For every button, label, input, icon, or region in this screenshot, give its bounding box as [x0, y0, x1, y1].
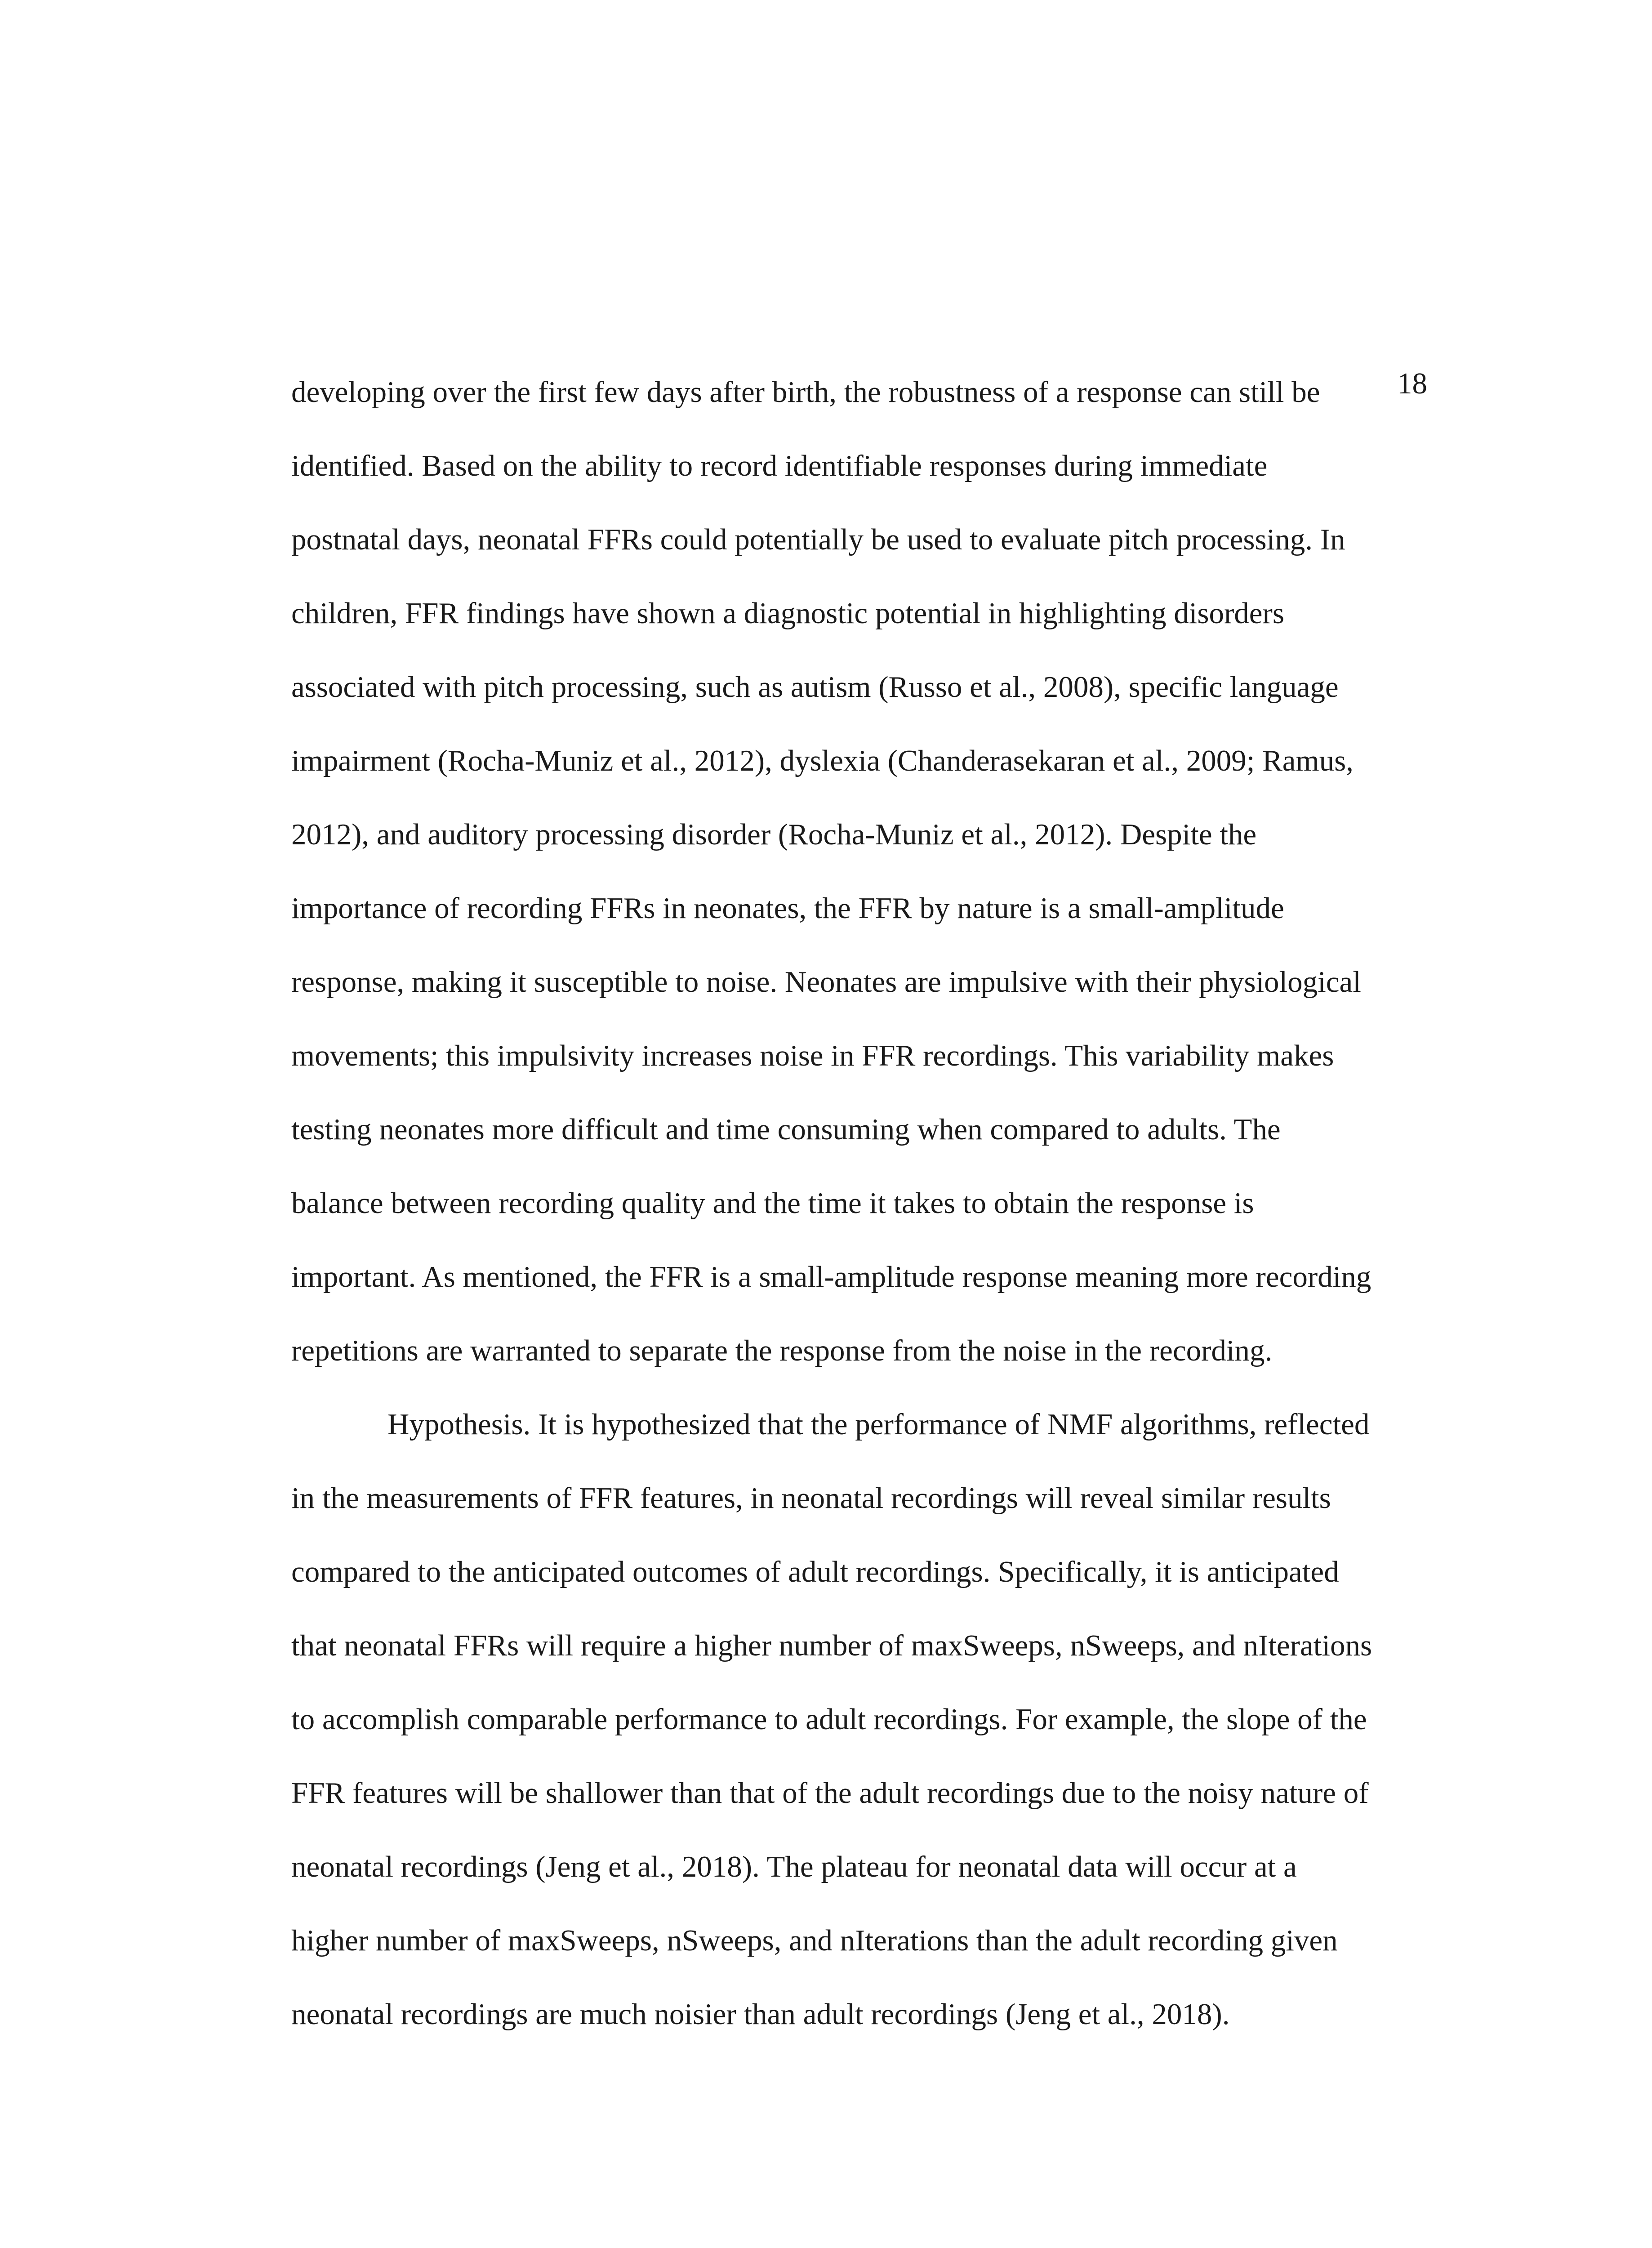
text-line: that neonatal FFRs will require a higher number of maxSweeps, nSweeps, and nIterations — [291, 1629, 1372, 1662]
text-line: higher number of maxSweeps, nSweeps, and nIterations than the adult recording given — [291, 1924, 1338, 1957]
text-line: repetitions are warranted to separate the response from the noise in the recording. — [291, 1334, 1273, 1367]
hypothesis-paragraph-start: Hypothesis. It is hypothesized that the performance of NMF algorithms, reflected — [387, 1408, 1370, 1441]
text-line: neonatal recordings are much noisier than adult recordings (Jeng et al., 2018). — [291, 1998, 1230, 2031]
text-line: developing over the first few days after birth, the robustness of a response can still be — [291, 375, 1320, 409]
text-line: FFR features will be shallower than that of the adult recordings due to the noisy nature of — [291, 1776, 1369, 1810]
text-line: testing neonates more difficult and time consuming when compared to adults. The — [291, 1113, 1281, 1146]
text-line: postnatal days, neonatal FFRs could potentially be used to evaluate pitch processing. In — [291, 523, 1345, 556]
text-line: response, making it susceptible to noise. Neonates are impulsive with their physiological — [291, 965, 1361, 999]
page-number: 18 — [1397, 367, 1427, 400]
text-line: movements; this impulsivity increases noise in FFR recordings. This variability makes — [291, 1039, 1334, 1072]
text-line: 2012), and auditory processing disorder (Rocha-Muniz et al., 2012). Despite the — [291, 818, 1257, 851]
text-line: importance of recording FFRs in neonates, the FFR by nature is a small-amplitude — [291, 892, 1284, 925]
text-line: in the measurements of FFR features, in neonatal recordings will reveal similar results — [291, 1481, 1331, 1515]
text-line: associated with pitch processing, such as autism (Russo et al., 2008), specific language — [291, 670, 1339, 704]
text-line: balance between recording quality and the time it takes to obtain the response is — [291, 1186, 1254, 1220]
text-line: important. As mentioned, the FFR is a small-amplitude response meaning more recording — [291, 1260, 1371, 1293]
text-line: identified. Based on the ability to record identifiable responses during immediate — [291, 449, 1268, 482]
text-line: neonatal recordings (Jeng et al., 2018). The plateau for neonatal data will occur at a — [291, 1850, 1297, 1883]
text-line: children, FFR findings have shown a diagnostic potential in highlighting disorders — [291, 597, 1284, 630]
text-line: to accomplish comparable performance to adult recordings. For example, the slope of the — [291, 1703, 1367, 1736]
body-text — [291, 355, 1460, 2051]
text-line: compared to the anticipated outcomes of adult recordings. Specifically, it is anticipated — [291, 1555, 1339, 1588]
text-line: impairment (Rocha-Muniz et al., 2012), dyslexia (Chanderasekaran et al., 2009; Ramus, — [291, 744, 1354, 777]
